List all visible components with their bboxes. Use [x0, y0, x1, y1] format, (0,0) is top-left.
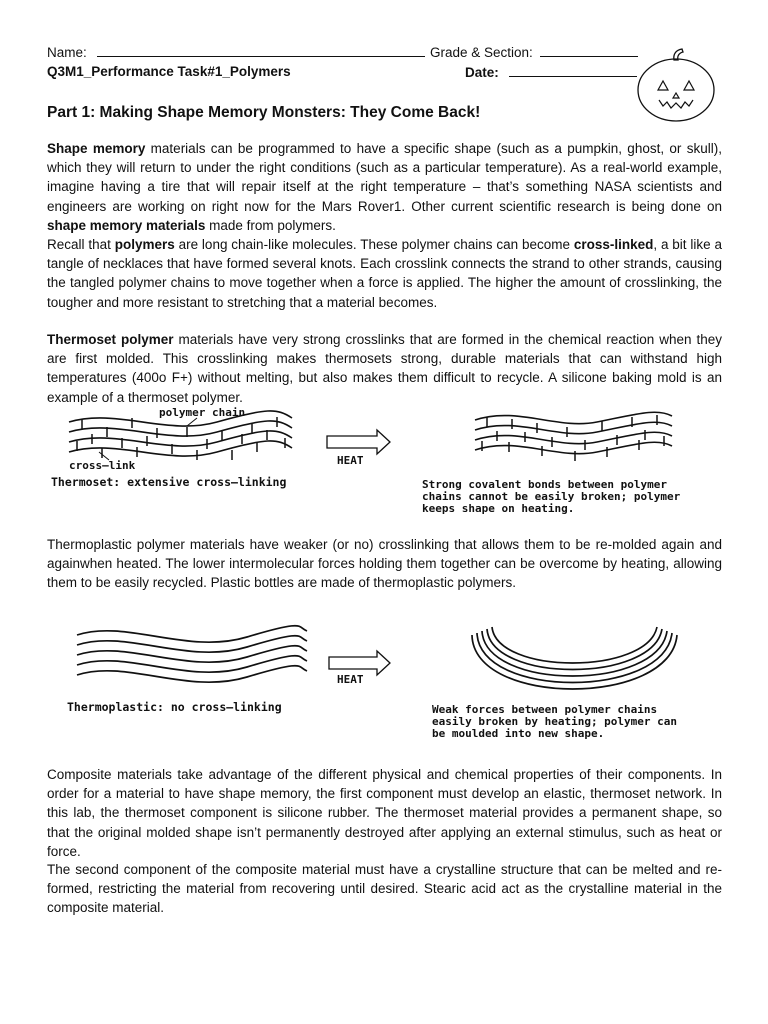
- name-blank[interactable]: [97, 44, 425, 57]
- date-field: [465, 64, 637, 80]
- thermoplastic-chains-right: [472, 627, 677, 689]
- thermoplastic-chains-left: [77, 626, 307, 682]
- thermoset-caption: Thermoset: extensive cross–linking: [51, 475, 287, 489]
- thermoplastic-desc-2: easily broken by heating; polymer can: [432, 715, 678, 728]
- name-field: [47, 44, 425, 60]
- heat-label-2: HEAT: [337, 673, 364, 686]
- paragraph-composite: Composite materials take advantage of the different physical and chemical properties of their components. In order for a material to have shape memory, the first component must develop an elastic, thermoset network. In this lab, the thermoset component is silicone rubber. The thermoset material provides a permanent shape, so that the original molded shape isn’t permanently destroyed after applying an external stimulus, such as heat or force.: [47, 767, 722, 859]
- paragraph-crystalline: The second component of the composite material must have a crystalline structure that can be melted and re-formed, restricting the material from recovering until desired. Stearic acid act as the crystalline material in the composite material.: [47, 862, 722, 916]
- grade-label: Grade & Section:: [430, 45, 533, 60]
- paragraph-shape-memory: Shape memory materials can be programmed to have a specific shape (such as a pumpkin, ghost, or skull), which they will return to under the right conditions (such as a particular temperature). As a real-world example, imagine having a tire that will repair itself at the right temperature – that’s something NASA scientists and engineers are working on right now for the Mars Rover1. Other current scientific research is being done on shape memory materials made from polymers.: [47, 141, 722, 233]
- paragraph-thermoset: Thermoset polymer materials have very strong crosslinks that are formed in the chemical reaction when they are first molded. This crosslinking makes thermosets strong, durable materials that can withstand high temperatures (400o F+) without melting, but also makes them difficult to recycle. A silicone baking mold is an example of a thermoset polymer.: [47, 332, 722, 405]
- thermoplastic-caption: Thermoplastic: no cross–linking: [67, 700, 282, 714]
- grade-blank[interactable]: [540, 44, 638, 57]
- thermoset-desc-1: Strong covalent bonds between polymer: [422, 478, 668, 491]
- paragraph-polymers: Recall that polymers are long chain-like molecules. These polymer chains can become cross-linked, a bit like a tangle of necklaces that have formed several knots. Each crosslink connects the strand to other strands, causing the tangled polymer chains to move together when a force is applied. The higher the amount of crosslinking, the tougher and more resistant to stretching that a material becomes.: [47, 237, 722, 310]
- heat-arrow-icon: [329, 651, 390, 675]
- thermoplastic-diagram: [47, 615, 727, 745]
- thermoset-desc-2: chains cannot be easily broken; polymer: [422, 490, 681, 503]
- thermoset-desc-3: keeps shape on heating.: [422, 502, 575, 515]
- heat-arrow-icon: [327, 430, 390, 454]
- page-title: Part 1: Making Shape Memory Monsters: They Come Back!: [47, 104, 481, 121]
- date-blank[interactable]: [509, 64, 637, 77]
- task-code: Q3M1_Performance Task#1_Polymers: [47, 64, 291, 79]
- name-label: Name:: [47, 45, 87, 60]
- label-cross-link: cross–link: [69, 459, 136, 472]
- date-label: Date:: [465, 65, 499, 80]
- thermoplastic-desc-3: be moulded into new shape.: [432, 727, 605, 740]
- thermoplastic-desc-1: Weak forces between polymer chains: [432, 703, 658, 716]
- thermoset-chains-right: [475, 412, 672, 453]
- label-polymer-chain: polymer chain: [159, 406, 246, 419]
- paragraph-thermoplastic: Thermoplastic polymer materials have weaker (or no) crosslinking that allows them to be re-molded again and againwhen heated. The lower intermolecular forces holding them together can be overcome by heating, allowing them to be easily recycled. Plastic bottles are made of thermoplastic polymers.: [47, 537, 722, 591]
- jack-o-lantern-icon: [636, 46, 718, 124]
- thermoset-diagram: [47, 400, 727, 515]
- heat-label-1: HEAT: [337, 454, 364, 467]
- grade-field: [430, 44, 638, 60]
